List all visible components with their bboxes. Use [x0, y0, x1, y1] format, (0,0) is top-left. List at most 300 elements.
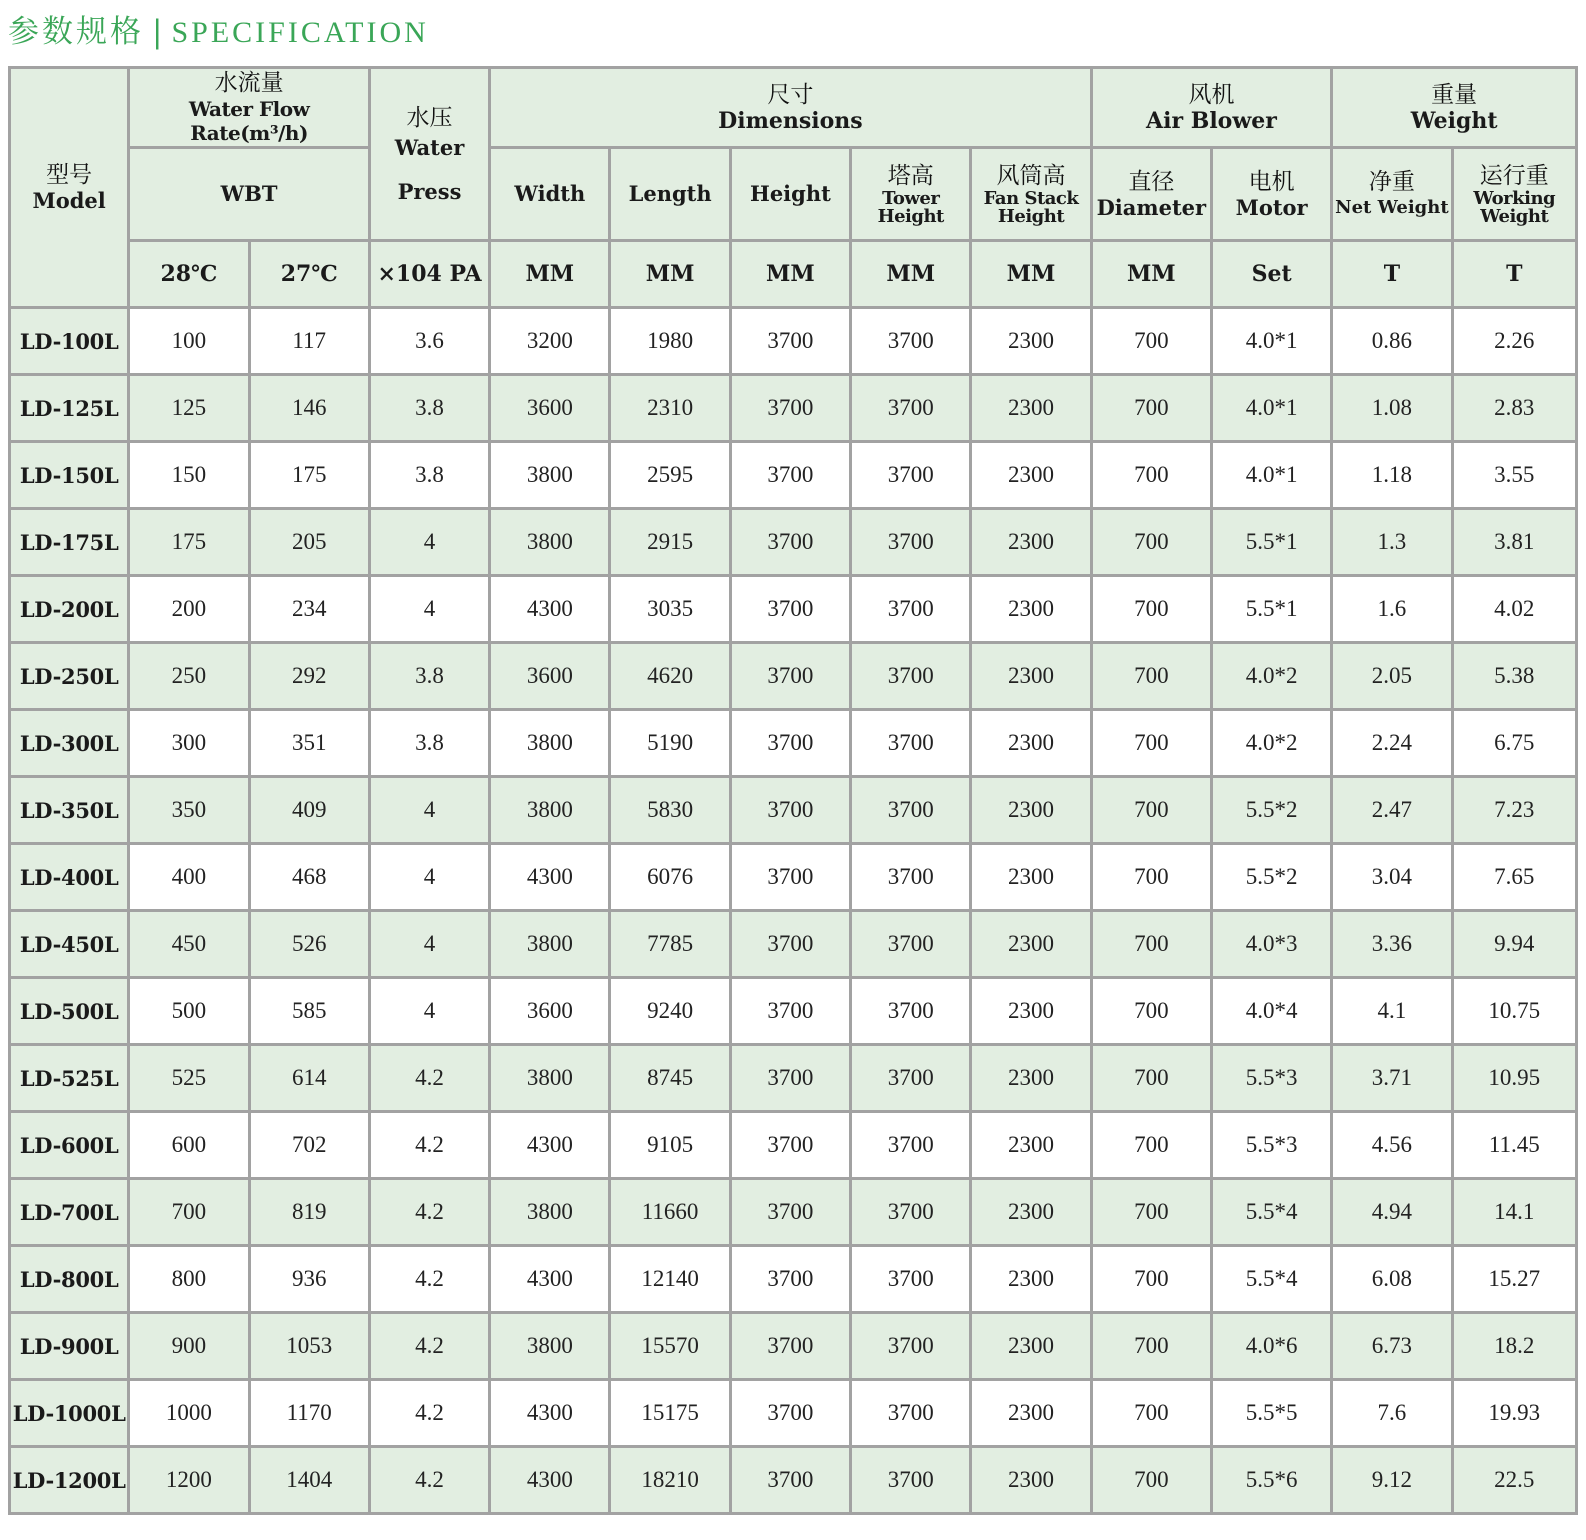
cell-flow-28c: 525: [129, 1045, 249, 1112]
cell-diameter: 700: [1091, 509, 1211, 576]
cell-width: 3800: [490, 710, 610, 777]
cell-length: 5190: [610, 710, 730, 777]
header-weight-en: Weight: [1410, 108, 1498, 134]
cell-width: 3600: [490, 978, 610, 1045]
cell-flow-28c: 300: [129, 710, 249, 777]
header-width: [490, 148, 610, 241]
cell-working-weight: 18.2: [1452, 1313, 1576, 1380]
header-working-weight-en1: Working: [1473, 187, 1556, 209]
cell-flow-28c: 250: [129, 643, 249, 710]
cell-model: LD-800L: [10, 1246, 129, 1313]
cell-tower-height: 3700: [851, 509, 971, 576]
cell-water-press: 4: [369, 978, 489, 1045]
cell-fan-stack-height: 2300: [971, 1380, 1091, 1447]
cell-width: 3800: [490, 509, 610, 576]
specification-table: [8, 66, 1578, 1515]
cell-net-weight: 4.56: [1332, 1112, 1452, 1179]
table-row: [10, 1246, 1577, 1313]
header-motor: [1211, 148, 1331, 241]
cell-diameter: 700: [1091, 1313, 1211, 1380]
cell-width: 3800: [490, 1313, 610, 1380]
cell-diameter: 700: [1091, 1380, 1211, 1447]
cell-motor: 5.5*2: [1211, 777, 1331, 844]
cell-net-weight: 4.1: [1332, 978, 1452, 1045]
header-water-press: [369, 68, 489, 241]
cell-motor: 4.0*2: [1211, 643, 1331, 710]
cell-tower-height: 3700: [851, 375, 971, 442]
cell-net-weight: 2.47: [1332, 777, 1452, 844]
cell-flow-27c: 936: [249, 1246, 369, 1313]
header-net-weight: [1332, 148, 1452, 241]
cell-flow-28c: 125: [129, 375, 249, 442]
cell-fan-stack-height: 2300: [971, 777, 1091, 844]
cell-net-weight: 3.36: [1332, 911, 1452, 978]
cell-length: 9240: [610, 978, 730, 1045]
cell-flow-27c: 1170: [249, 1380, 369, 1447]
cell-length: 2595: [610, 442, 730, 509]
table-row: [10, 375, 1577, 442]
cell-motor: 4.0*4: [1211, 978, 1331, 1045]
table-row: [10, 1112, 1577, 1179]
cell-flow-27c: 205: [249, 509, 369, 576]
cell-motor: 4.0*1: [1211, 375, 1331, 442]
cell-fan-stack-height: 2300: [971, 978, 1091, 1045]
cell-width: 3600: [490, 643, 610, 710]
header-diameter-en: Diameter: [1096, 194, 1207, 220]
cell-diameter: 700: [1091, 844, 1211, 911]
header-height: [730, 148, 850, 241]
cell-length: 8745: [610, 1045, 730, 1112]
cell-flow-28c: 150: [129, 442, 249, 509]
cell-working-weight: 4.02: [1452, 576, 1576, 643]
cell-width: 4300: [490, 844, 610, 911]
cell-flow-27c: 351: [249, 710, 369, 777]
header-air-blower-en: Air Blower: [1146, 108, 1277, 134]
cell-water-press: 4.2: [369, 1447, 489, 1514]
table-header: [10, 68, 1577, 308]
cell-flow-28c: 400: [129, 844, 249, 911]
cell-tower-height: 3700: [851, 1246, 971, 1313]
cell-width: 4300: [490, 1380, 610, 1447]
cell-flow-27c: 819: [249, 1179, 369, 1246]
cell-width: 3800: [490, 777, 610, 844]
cell-flow-27c: 585: [249, 978, 369, 1045]
table-row: [10, 844, 1577, 911]
cell-net-weight: 1.3: [1332, 509, 1452, 576]
cell-height: 3700: [730, 1179, 850, 1246]
cell-tower-height: 3700: [851, 978, 971, 1045]
header-fan-stack-height-en2: Height: [997, 205, 1065, 227]
cell-model: LD-350L: [10, 777, 129, 844]
cell-flow-27c: 175: [249, 442, 369, 509]
cell-net-weight: 6.73: [1332, 1313, 1452, 1380]
cell-flow-28c: 450: [129, 911, 249, 978]
cell-water-press: 4: [369, 777, 489, 844]
cell-model: LD-400L: [10, 844, 129, 911]
header-working-weight-en2: Weight: [1480, 205, 1549, 227]
cell-flow-27c: 146: [249, 375, 369, 442]
cell-working-weight: 9.94: [1452, 911, 1576, 978]
cell-height: 3700: [730, 375, 850, 442]
cell-height: 3700: [730, 844, 850, 911]
cell-height: 3700: [730, 1447, 850, 1514]
cell-length: 1980: [610, 308, 730, 375]
table-row: [10, 777, 1577, 844]
header-net-weight-en: Net Weight: [1335, 196, 1449, 218]
cell-flow-27c: 526: [249, 911, 369, 978]
cell-working-weight: 5.38: [1452, 643, 1576, 710]
unit-width: MM: [490, 241, 610, 308]
cell-working-weight: 11.45: [1452, 1112, 1576, 1179]
cell-net-weight: 1.08: [1332, 375, 1452, 442]
cell-flow-28c: 200: [129, 576, 249, 643]
header-model-en: Model: [32, 188, 106, 213]
cell-length: 4620: [610, 643, 730, 710]
header-fan-stack-height-zh: 风筒高: [996, 162, 1066, 189]
unit-diameter: MM: [1091, 241, 1211, 308]
cell-flow-28c: 1200: [129, 1447, 249, 1514]
cell-working-weight: 3.81: [1452, 509, 1576, 576]
cell-flow-28c: 175: [129, 509, 249, 576]
cell-net-weight: 2.24: [1332, 710, 1452, 777]
header-diameter: [1091, 148, 1211, 241]
header-width-label: Width: [514, 181, 586, 206]
cell-width: 3800: [490, 911, 610, 978]
cell-height: 3700: [730, 576, 850, 643]
cell-length: 7785: [610, 911, 730, 978]
table-row: [10, 1313, 1577, 1380]
cell-fan-stack-height: 2300: [971, 1313, 1091, 1380]
cell-water-press: 4.2: [369, 1045, 489, 1112]
header-working-weight-zh: 运行重: [1479, 162, 1549, 189]
cell-fan-stack-height: 2300: [971, 1246, 1091, 1313]
cell-working-weight: 6.75: [1452, 710, 1576, 777]
cell-tower-height: 3700: [851, 1380, 971, 1447]
cell-flow-27c: 117: [249, 308, 369, 375]
header-height-label: Height: [749, 181, 831, 206]
cell-diameter: 700: [1091, 1112, 1211, 1179]
table-row: [10, 710, 1577, 777]
header-model-zh: 型号: [46, 162, 93, 188]
cell-width: 3800: [490, 1045, 610, 1112]
cell-motor: 5.5*3: [1211, 1112, 1331, 1179]
cell-water-press: 4.2: [369, 1112, 489, 1179]
unit-height: MM: [730, 241, 850, 308]
cell-flow-28c: 600: [129, 1112, 249, 1179]
cell-tower-height: 3700: [851, 1313, 971, 1380]
cell-height: 3700: [730, 1112, 850, 1179]
cell-net-weight: 1.18: [1332, 442, 1452, 509]
cell-fan-stack-height: 2300: [971, 844, 1091, 911]
cell-flow-27c: 1053: [249, 1313, 369, 1380]
cell-width: 3800: [490, 1179, 610, 1246]
cell-water-press: 3.8: [369, 442, 489, 509]
header-dimensions-zh: 尺寸: [767, 82, 814, 108]
cell-working-weight: 22.5: [1452, 1447, 1576, 1514]
header-model: [10, 68, 129, 308]
cell-flow-28c: 100: [129, 308, 249, 375]
header-weight: [1332, 68, 1577, 148]
unit-motor: Set: [1211, 241, 1331, 308]
cell-water-press: 4: [369, 509, 489, 576]
cell-length: 3035: [610, 576, 730, 643]
cell-length: 2310: [610, 375, 730, 442]
header-water-flow-en: Water Flow Rate(m³/h): [188, 97, 310, 145]
cell-height: 3700: [730, 777, 850, 844]
unit-net-weight: T: [1332, 241, 1452, 308]
header-tower-height-zh: 塔高: [887, 162, 934, 189]
header-diameter-zh: 直径: [1128, 168, 1175, 195]
table-row: [10, 509, 1577, 576]
cell-flow-28c: 350: [129, 777, 249, 844]
cell-flow-28c: 800: [129, 1246, 249, 1313]
unit-tower-height: MM: [851, 241, 971, 308]
cell-height: 3700: [730, 1045, 850, 1112]
cell-width: 3200: [490, 308, 610, 375]
cell-fan-stack-height: 2300: [971, 1447, 1091, 1514]
cell-width: 4300: [490, 1112, 610, 1179]
cell-net-weight: 4.94: [1332, 1179, 1452, 1246]
cell-water-press: 3.6: [369, 308, 489, 375]
cell-motor: 5.5*2: [1211, 844, 1331, 911]
header-tower-height: [851, 148, 971, 241]
cell-diameter: 700: [1091, 442, 1211, 509]
cell-net-weight: 3.71: [1332, 1045, 1452, 1112]
title-en: SPECIFICATION: [171, 16, 429, 49]
table-row: [10, 1179, 1577, 1246]
cell-working-weight: 7.65: [1452, 844, 1576, 911]
cell-height: 3700: [730, 308, 850, 375]
cell-model: LD-525L: [10, 1045, 129, 1112]
cell-fan-stack-height: 2300: [971, 1045, 1091, 1112]
cell-motor: 4.0*6: [1211, 1313, 1331, 1380]
header-water-press-en1: Water: [394, 134, 465, 160]
table-row: [10, 911, 1577, 978]
cell-diameter: 700: [1091, 1179, 1211, 1246]
cell-flow-28c: 700: [129, 1179, 249, 1246]
header-dimensions-en: Dimensions: [718, 108, 863, 134]
header-air-blower-zh: 风机: [1188, 82, 1235, 108]
table-body: [10, 308, 1577, 1514]
cell-water-press: 4: [369, 844, 489, 911]
unit-27c: 27℃: [249, 241, 369, 308]
header-water-press-en2: Press: [397, 178, 462, 204]
cell-width: 3600: [490, 375, 610, 442]
title-separator: |: [152, 14, 164, 50]
cell-water-press: 4.2: [369, 1246, 489, 1313]
unit-28c: 28℃: [129, 241, 249, 308]
cell-width: 4300: [490, 576, 610, 643]
table-row: [10, 1380, 1577, 1447]
cell-length: 15175: [610, 1380, 730, 1447]
header-tower-height-en2: Height: [877, 205, 944, 227]
cell-model: LD-300L: [10, 710, 129, 777]
cell-motor: 5.5*3: [1211, 1045, 1331, 1112]
cell-model: LD-250L: [10, 643, 129, 710]
cell-tower-height: 3700: [851, 643, 971, 710]
cell-net-weight: 3.04: [1332, 844, 1452, 911]
cell-fan-stack-height: 2300: [971, 576, 1091, 643]
unit-length: MM: [610, 241, 730, 308]
table-row: [10, 308, 1577, 375]
cell-model: LD-700L: [10, 1179, 129, 1246]
header-air-blower: [1091, 68, 1332, 148]
header-motor-zh: 电机: [1248, 168, 1295, 195]
header-water-press-zh: 水压: [406, 104, 453, 131]
header-net-weight-zh: 净重: [1368, 168, 1415, 195]
cell-diameter: 700: [1091, 978, 1211, 1045]
header-length: [610, 148, 730, 241]
cell-net-weight: 2.05: [1332, 643, 1452, 710]
cell-working-weight: 2.26: [1452, 308, 1576, 375]
cell-fan-stack-height: 2300: [971, 509, 1091, 576]
cell-working-weight: 14.1: [1452, 1179, 1576, 1246]
cell-diameter: 700: [1091, 576, 1211, 643]
cell-diameter: 700: [1091, 911, 1211, 978]
cell-water-press: 4.2: [369, 1380, 489, 1447]
cell-motor: 4.0*1: [1211, 442, 1331, 509]
cell-diameter: 700: [1091, 1246, 1211, 1313]
cell-flow-27c: 409: [249, 777, 369, 844]
cell-tower-height: 3700: [851, 1045, 971, 1112]
cell-diameter: 700: [1091, 710, 1211, 777]
cell-fan-stack-height: 2300: [971, 643, 1091, 710]
unit-water-press: ×104 PA: [369, 241, 489, 308]
cell-model: LD-1200L: [10, 1447, 129, 1514]
cell-tower-height: 3700: [851, 576, 971, 643]
header-working-weight: [1452, 148, 1576, 241]
cell-tower-height: 3700: [851, 1179, 971, 1246]
unit-fan-stack-height: MM: [971, 241, 1091, 308]
cell-working-weight: 3.55: [1452, 442, 1576, 509]
cell-flow-27c: 1404: [249, 1447, 369, 1514]
cell-motor: 5.5*6: [1211, 1447, 1331, 1514]
page-title: [8, 6, 429, 51]
cell-height: 3700: [730, 1380, 850, 1447]
unit-working-weight: T: [1452, 241, 1576, 308]
cell-motor: 5.5*5: [1211, 1380, 1331, 1447]
cell-motor: 5.5*4: [1211, 1179, 1331, 1246]
cell-length: 11660: [610, 1179, 730, 1246]
cell-water-press: 4: [369, 576, 489, 643]
cell-height: 3700: [730, 710, 850, 777]
cell-working-weight: 7.23: [1452, 777, 1576, 844]
cell-fan-stack-height: 2300: [971, 1179, 1091, 1246]
cell-flow-28c: 500: [129, 978, 249, 1045]
header-motor-en: Motor: [1235, 194, 1308, 220]
header-water-flow-zh: 水流量: [214, 70, 284, 96]
cell-model: LD-600L: [10, 1112, 129, 1179]
cell-length: 5830: [610, 777, 730, 844]
cell-water-press: 4: [369, 911, 489, 978]
cell-tower-height: 3700: [851, 442, 971, 509]
cell-flow-28c: 1000: [129, 1380, 249, 1447]
cell-model: LD-500L: [10, 978, 129, 1045]
table-row: [10, 643, 1577, 710]
cell-model: LD-1000L: [10, 1380, 129, 1447]
cell-flow-27c: 468: [249, 844, 369, 911]
cell-height: 3700: [730, 1313, 850, 1380]
cell-model: LD-150L: [10, 442, 129, 509]
cell-flow-27c: 292: [249, 643, 369, 710]
cell-motor: 4.0*2: [1211, 710, 1331, 777]
cell-model: LD-100L: [10, 308, 129, 375]
cell-net-weight: 7.6: [1332, 1380, 1452, 1447]
cell-length: 2915: [610, 509, 730, 576]
cell-water-press: 4.2: [369, 1313, 489, 1380]
cell-working-weight: 2.83: [1452, 375, 1576, 442]
cell-working-weight: 10.95: [1452, 1045, 1576, 1112]
cell-diameter: 700: [1091, 643, 1211, 710]
cell-tower-height: 3700: [851, 1112, 971, 1179]
table-row: [10, 1045, 1577, 1112]
cell-water-press: 3.8: [369, 643, 489, 710]
cell-height: 3700: [730, 911, 850, 978]
cell-net-weight: 9.12: [1332, 1447, 1452, 1514]
cell-model: LD-900L: [10, 1313, 129, 1380]
cell-flow-27c: 234: [249, 576, 369, 643]
cell-water-press: 3.8: [369, 375, 489, 442]
cell-motor: 5.5*4: [1211, 1246, 1331, 1313]
cell-width: 4300: [490, 1246, 610, 1313]
header-wbt: [129, 148, 370, 241]
cell-model: LD-450L: [10, 911, 129, 978]
header-wbt-label: WBT: [220, 181, 278, 206]
table-row: [10, 442, 1577, 509]
cell-model: LD-175L: [10, 509, 129, 576]
cell-fan-stack-height: 2300: [971, 1112, 1091, 1179]
cell-model: LD-125L: [10, 375, 129, 442]
cell-fan-stack-height: 2300: [971, 442, 1091, 509]
cell-height: 3700: [730, 442, 850, 509]
cell-diameter: 700: [1091, 375, 1211, 442]
cell-motor: 4.0*1: [1211, 308, 1331, 375]
cell-water-press: 4.2: [369, 1179, 489, 1246]
header-dimensions: [490, 68, 1092, 148]
cell-fan-stack-height: 2300: [971, 375, 1091, 442]
header-fan-stack-height: [971, 148, 1091, 241]
cell-working-weight: 19.93: [1452, 1380, 1576, 1447]
table-row: [10, 1447, 1577, 1514]
cell-net-weight: 6.08: [1332, 1246, 1452, 1313]
cell-length: 6076: [610, 844, 730, 911]
cell-length: 15570: [610, 1313, 730, 1380]
cell-length: 12140: [610, 1246, 730, 1313]
cell-length: 18210: [610, 1447, 730, 1514]
cell-motor: 4.0*3: [1211, 911, 1331, 978]
cell-fan-stack-height: 2300: [971, 308, 1091, 375]
cell-flow-28c: 900: [129, 1313, 249, 1380]
cell-fan-stack-height: 2300: [971, 911, 1091, 978]
cell-tower-height: 3700: [851, 1447, 971, 1514]
cell-net-weight: 0.86: [1332, 308, 1452, 375]
cell-flow-27c: 614: [249, 1045, 369, 1112]
header-weight-zh: 重量: [1431, 82, 1478, 108]
header-length-label: Length: [628, 181, 712, 206]
header-tower-height-en1: Tower: [882, 187, 940, 209]
cell-tower-height: 3700: [851, 911, 971, 978]
cell-diameter: 700: [1091, 1447, 1211, 1514]
cell-water-press: 3.8: [369, 710, 489, 777]
cell-length: 9105: [610, 1112, 730, 1179]
cell-height: 3700: [730, 978, 850, 1045]
cell-tower-height: 3700: [851, 308, 971, 375]
cell-motor: 5.5*1: [1211, 509, 1331, 576]
cell-height: 3700: [730, 509, 850, 576]
cell-working-weight: 15.27: [1452, 1246, 1576, 1313]
title-zh: 参数规格: [8, 14, 144, 50]
cell-motor: 5.5*1: [1211, 576, 1331, 643]
